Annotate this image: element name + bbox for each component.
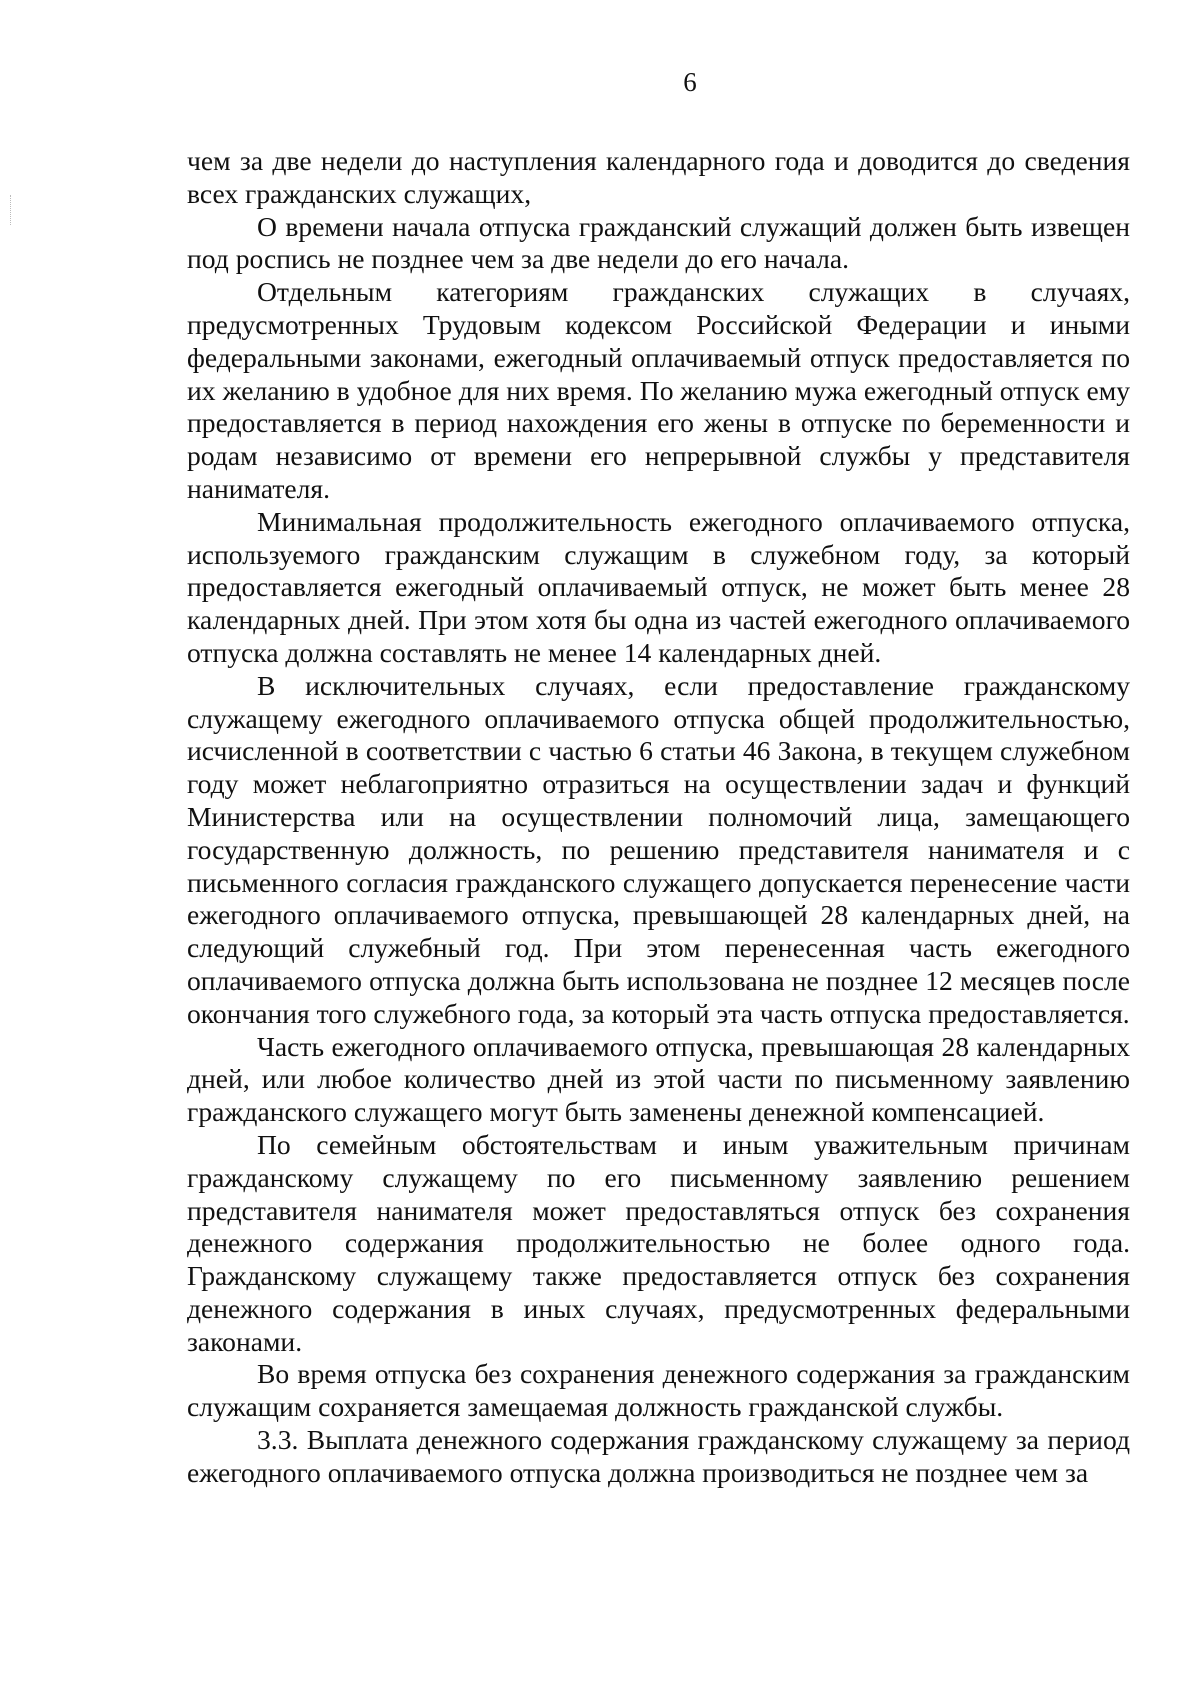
- paragraph-minimum-duration: Минимальная продолжительность ежегодного оплачиваемого отпуска, используемого гражданским служащим в служебном году, за который предоставляется ежегодный оплачиваемый отпуск, не может быть менее 28 календарных дней. При этом хотя бы одна из частей ежегодного оплачиваемого отпуска должна составлять не менее 14 календарных дней.: [187, 505, 1130, 668]
- paragraph-section-3-3: 3.3. Выплата денежного содержания гражданскому служащему за период ежегодного оплачиваемого отпуска должна производиться не позднее чем за: [187, 1424, 1130, 1488]
- document-body: [187, 145, 1130, 1490]
- paragraph-position-retained: Во время отпуска без сохранения денежного содержания за гражданским служащим сохраняется замещаемая должность гражданской службы.: [187, 1358, 1130, 1423]
- paragraph-exceptional-cases: В исключительных случаях, если предоставление гражданскому служащему ежегодного оплачиваемого отпуска общей продолжительностью, исчисленной в соответствии с частью 6 статьи 46 Закона, в текущем служебном году может неблагоприятно отразиться на осуществлении задач и функций Министерства или на осуществлении полномочий лица, замещающего государственную должность, по решению представителя нанимателя и с письменного согласия гражданского служащего допускается перенесение части ежегодного оплачиваемого отпуска, превышающей 28 календарных дней, на следующий служебный год. При этом перенесенная часть ежегодного оплачиваемого отпуска должна быть использована не позднее 12 месяцев после окончания того служебного года, за который эта часть отпуска предоставляется.: [187, 669, 1130, 1029]
- paragraph-unpaid-leave: По семейным обстоятельствам и иным уважительным причинам гражданскому служащему по его письменному заявлению решением представителя нанимателя может предоставляться отпуск без сохранения денежного содержания продолжительностью не более одного года. Гражданскому служащему также предоставляется отпуск без сохранения денежного содержания в иных случаях, предусмотренных федеральными законами.: [187, 1128, 1130, 1357]
- margin-scan-mark: [10, 195, 12, 225]
- paragraph-special-categories: Отдельным категориям гражданских служащих в случаях, предусмотренных Трудовым кодексом Российской Федерации и иными федеральными законами, ежегодный оплачиваемый отпуск предоставляется по их желанию в удобное для них время. По желанию мужа ежегодный отпуск ему предоставляется в период нахождения его жены в отпуске по беременности и родам независимо от времени его непрерывной службы у представителя нанимателя.: [187, 276, 1130, 504]
- paragraph-vacation-start-notice: О времени начала отпуска гражданский служащий должен быть извещен под роспись не позднее чем за две недели до его начала.: [187, 210, 1130, 275]
- paragraph-monetary-compensation: Часть ежегодного оплачиваемого отпуска, превышающая 28 календарных дней, или любое количество дней из этой части по письменному заявлению гражданского служащего могут быть заменены денежной компенсацией.: [187, 1030, 1130, 1128]
- page-number: 6: [683, 67, 697, 97]
- paragraph-continuation: чем за две недели до наступления календарного года и доводится до сведения всех гражданских служащих,: [187, 145, 1130, 209]
